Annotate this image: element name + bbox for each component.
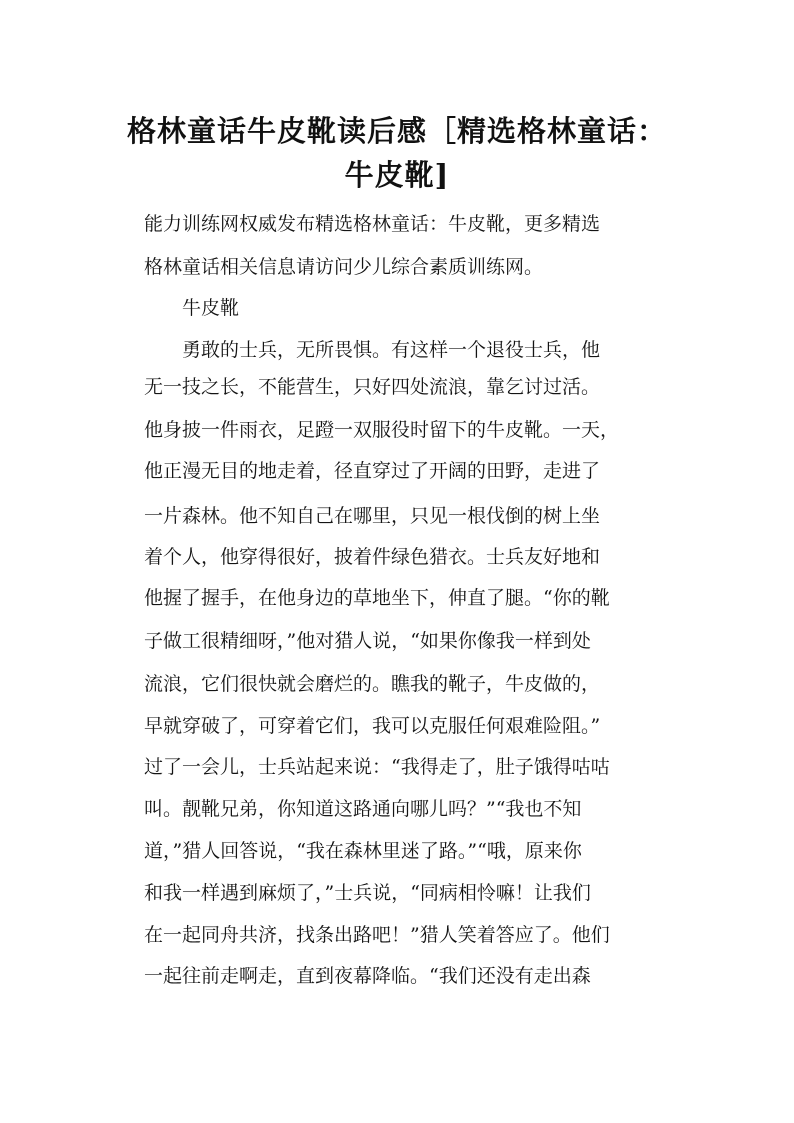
body-line-6: 着个人，他穿得很好，披着件绿色猎衣。士兵友好地和 xyxy=(144,546,601,568)
body-line-8: 子做工很精细呀，”他对猎人说，“如果你像我一样到处 xyxy=(144,630,591,652)
body-line-10: 早就穿破了，可穿着它们，我可以克服任何艰难险阻。” xyxy=(144,715,601,737)
body-line-16: 一起往前走啊走，直到夜幕降临。“我们还没有走出森 xyxy=(144,965,591,987)
intro-line-1: 能力训练网权威发布精选格林童话：牛皮靴，更多精选 xyxy=(144,213,601,235)
body-line-5: 一片森林。他不知自己在哪里，只见一根伐倒的树上坐 xyxy=(144,505,601,527)
body-line-2: 无一技之长，不能营生，只好四处流浪，靠乞讨过活。 xyxy=(144,376,601,398)
body-line-11: 过了一会儿，士兵站起来说：“我得走了，肚子饿得咕咕 xyxy=(144,756,610,778)
body-line-3: 他身披一件雨衣，足蹬一双服役时留下的牛皮靴。一天， xyxy=(144,419,620,441)
body-line-12: 叫。靓靴兄弟，你知道这路通向哪儿吗？”“我也不知 xyxy=(144,798,582,820)
body-line-7: 他握了握手，在他身边的草地坐下，伸直了腿。“你的靴 xyxy=(144,587,610,609)
story-subheading: 牛皮靴 xyxy=(182,297,240,319)
body-line-13: 道，”猎人回答说，“我在森林里迷了路。”“哦，原来你 xyxy=(144,840,582,862)
document-title-line-1: 格林童话牛皮靴读后感［精选格林童话： xyxy=(126,114,667,148)
intro-line-2: 格林童话相关信息请访问少儿综合素质训练网。 xyxy=(144,256,544,278)
document-title-line-2: 牛皮靴] xyxy=(344,158,450,192)
body-line-14: 和我一样遇到麻烦了，”士兵说，“同病相怜嘛！让我们 xyxy=(144,882,591,904)
body-line-4: 他正漫无目的地走着，径直穿过了开阔的田野，走进了 xyxy=(144,460,601,482)
body-line-1: 勇敢的士兵，无所畏惧。有这样一个退役士兵，他 xyxy=(182,339,601,361)
body-line-9: 流浪，它们很快就会磨烂的。瞧我的靴子，牛皮做的， xyxy=(144,673,601,695)
body-line-15: 在一起同舟共济，找条出路吧！”猎人笑着答应了。他们 xyxy=(144,924,610,946)
